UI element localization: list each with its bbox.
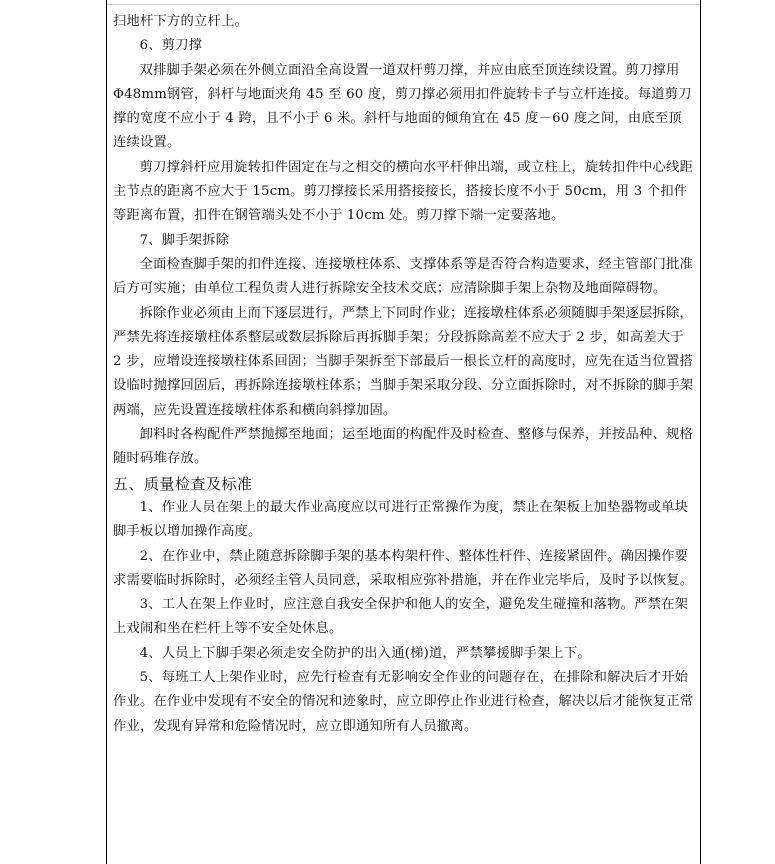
list-item: 4、人员上下脚手架必须走安全防护的出入通(梯)道，严禁攀援脚手架上下。: [139, 645, 591, 661]
heading-scissor-brace: 6、剪刀撑: [139, 38, 203, 54]
table-right-border: [700, 0, 701, 864]
list-item: 1、作业人员在架上的最大作业高度应以可进行正常操作为度，禁止在架板上加垫器物或单块脚手板以增加操作高度。: [113, 499, 689, 540]
table-top-rule: [106, 4, 701, 5]
paragraph: 卸料时各构配件严禁抛掷至地面；运至地面的构配件及时检查、整修与保养，并按品种、规格随时码堆存放。: [113, 427, 693, 467]
document-body: [113, 10, 695, 739]
paragraph: 双排脚手架必须在外侧立面沿全高设置一道双杆剪刀撑，并应由底至顶连续设置。剪刀撑用Φ48mm钢管，斜杆与地面夹角 45 至 60 度，剪刀撑必须用扣件旋转卡子与立杆连接。每道剪刀撑的宽度不应小于 4 跨，且不小于 6 米。斜杆与地面的倾角宜在 45 度－60 度之间，由底至顶连续设置。: [113, 62, 692, 151]
heading-scaffold-removal: 7、脚手架拆除: [139, 232, 230, 248]
list-item: 3、工人在架上作业时，应注意自我安全保护和他人的安全，避免发生碰撞和落物。严禁在架上戏闹和坐在栏杆上等不安全处休息。: [113, 597, 689, 637]
list-item: 5、每班工人上架作业时，应先行检查有无影响安全作业的问题存在，在排除和解决后才开始作业。在作业中发现有不安全的情况和迹象时，应立即停止作业进行检查，解决以后才能恢复正常作业，发现有异常和危险情况时，应立即通知所有人员撤离。: [113, 670, 694, 734]
list-item: 2、在作业中，禁止随意拆除脚手架的基本构架杆件、整体性杆件、连接紧固件。确因操作要求需要临时拆除时，必须经主管人员同意，采取相应弥补措施，并在作业完毕后，及时予以恢复。: [113, 548, 694, 588]
section-heading-quality: 五、质量检查及标准: [113, 474, 253, 493]
table-left-border: [106, 0, 107, 864]
paragraph-continuation: 扫地杆下方的立杆上。: [113, 14, 248, 29]
paragraph: 拆除作业必须由上而下逐层进行，严禁上下同时作业；连接墩柱体系必须随脚手架逐层拆除，严禁先将连接墩柱体系整层或数层拆除后再拆脚手架；分段拆除高差不应大于 2 步，如高差大于 2 步，应增设连接墩柱体系回固；当脚手架拆至下部最后一根长立杆的高度时，应先在适当位置搭设临时抛撑回固后，再拆除连接墩柱体系；当脚手架采取分段、分立面拆除时，对不拆除的脚手架两端，应先设置连接墩柱体系和横向斜撑加固。: [113, 305, 694, 418]
paragraph: 剪刀撑斜杆应用旋转扣件固定在与之相交的横向水平杆伸出端，或立柱上，旋转扣件中心线距主节点的距离不应大于 15cm。剪刀撑接长采用搭接接长，搭接长度不小于 50cm，用 3 个扣件等距离布置，扣件在钢管端头处不小于 10cm 处。剪刀撑下端一定要落地。: [113, 159, 693, 224]
paragraph: 全面检查脚手架的扣件连接、连接墩柱体系、支撑体系等是否符合构造要求，经主管部门批准后方可实施；由单位工程负责人进行拆除安全技术交底；应清除脚手架上杂物及地面障碍物。: [113, 256, 693, 297]
